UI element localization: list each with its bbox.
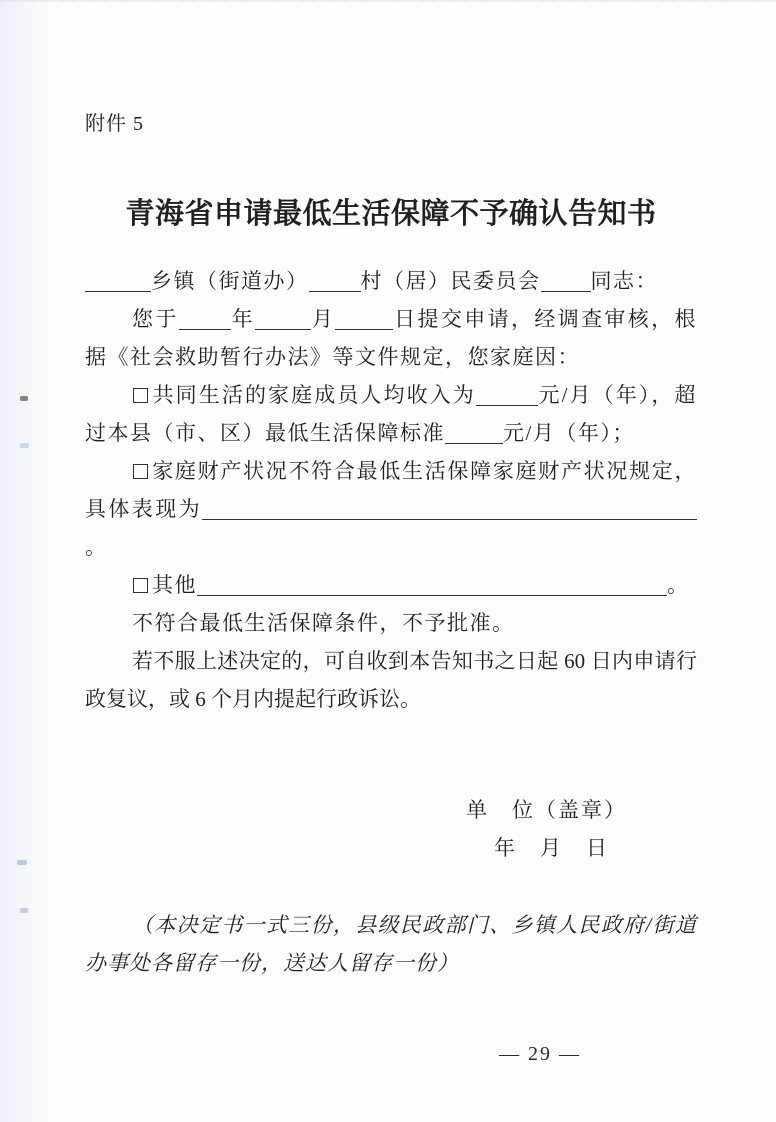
text-run: 同志： (590, 269, 658, 293)
blank-field (445, 428, 503, 444)
text-run: 家庭财产状况不符合最低生活保障家庭财产状况规定，具体表现为 (85, 459, 697, 521)
text-run: 其他 (152, 573, 197, 597)
scan-artifact (17, 860, 27, 865)
document-body (85, 262, 697, 718)
scan-artifact (20, 396, 28, 401)
scan-edge-noise (0, 0, 776, 2)
blank-field (335, 314, 393, 330)
attachment-label: 附件 5 (85, 113, 144, 135)
checkbox-icon (133, 464, 148, 479)
paragraph-reason-other (85, 566, 697, 604)
checkbox-icon (133, 578, 148, 593)
paragraph-salutation (85, 262, 697, 300)
paragraph-submission-intro (85, 300, 697, 376)
text-run: 乡镇（街道办） (151, 269, 309, 293)
blank-field (541, 276, 591, 292)
blank-field (202, 504, 697, 520)
text-run: 元/月（年），超过本县（市、区）最低生活保障标准 (85, 383, 697, 445)
paragraph-reason-property (85, 452, 697, 566)
text-run: 年 (230, 307, 255, 331)
scan-artifact (20, 443, 29, 448)
page-number: — 29 — (499, 1043, 581, 1065)
paragraph-reason-income (85, 376, 697, 452)
blank-field (255, 314, 311, 330)
checkbox-icon (133, 388, 148, 403)
unit-seal-label: 单 位（盖章） (466, 798, 627, 822)
text-run: 共同生活的家庭成员人均收入为 (152, 383, 476, 407)
blank-field (197, 580, 667, 596)
text-run: 元/月（年）； (503, 421, 635, 445)
scan-left-tint (0, 0, 48, 1122)
scan-artifact (20, 908, 28, 913)
text-run: 。 (85, 535, 108, 559)
text-run: 。 (667, 573, 690, 597)
paragraph-appeal-rights (85, 642, 697, 718)
blank-field (476, 390, 538, 406)
date-line: 年 月 日 (494, 836, 609, 860)
text-run: 月 (311, 307, 336, 331)
text-run: 若不服上述决定的，可自收到本告知书之日起 60 日内申请行政复议，或 6 个月内提起行政诉讼。 (85, 649, 697, 711)
blank-field (309, 276, 361, 292)
document-title: 青海省申请最低生活保障不予确认告知书 (125, 198, 657, 230)
blank-field (179, 314, 231, 330)
paragraph-conclusion (85, 604, 697, 642)
text-run: 不符合最低生活保障条件，不予批准。 (132, 611, 515, 635)
text-run: 您于 (132, 307, 179, 331)
text-run: 日提交申请，经调查审核，根据《社会救助暂行办法》等文件规定，您家庭因： (85, 307, 698, 369)
text-run: 村（居）民委员会 (360, 269, 541, 293)
distribution-note: （本决定书一式三份，县级民政部门、乡镇人民政府/街道办事处各留存一份，送达人留存一份） (85, 913, 697, 975)
signature-block (85, 791, 697, 867)
blank-field (85, 276, 151, 292)
